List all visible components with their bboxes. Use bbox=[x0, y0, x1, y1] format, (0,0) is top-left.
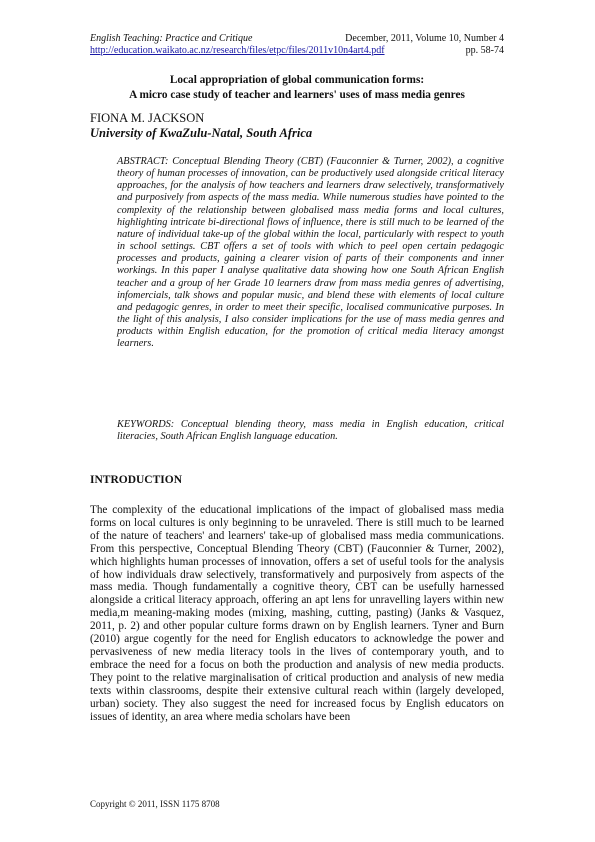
author-affiliation: University of KwaZulu-Natal, South Africa bbox=[90, 126, 313, 140]
section-heading: INTRODUCTION bbox=[90, 474, 183, 486]
title-line-2: A micro case study of teacher and learners' uses of mass media genres bbox=[129, 89, 465, 101]
journal-name: English Teaching: Practice and Critique bbox=[90, 33, 253, 44]
body-paragraph: The complexity of the educational implications of the impact of globalised mass media forms on local cultures is only beginning to be unraveled. There is still much to be learned of the nature of teachers' and learners' take-up of globalised mass media communications. From this perspective, Conceptual Blending Theory (CBT) (Fauconnier & Turner, 2002), which highlights human processes of innovation, offers a set of useful tools for the analysis of how individuals draw selectively, transformatively and purposively from aspects of the mass media. Though fundamentally a cognitive theory, CBT can be usefully harnessed alongside a critical literacy approach, offering an apt lens for unravelling layers within new media,m meaning-making modes (mixing, mashing, cutting, pasting) (Janks & Vasquez, 2011, p. 2) and other popular culture forms drawn on by English learners. Tyner and Burn (2010) argue cogently for the need for English educators to acknowledge the power and pervasiveness of new media literacy tools in the lives of contemporary youth, and to embrace the need for a focus on both the production and analysis of new media products. They point to the relative marginalisation of critical production and analysis of new media texts within classrooms, despite their extensive cultural reach within (largely developed, urban) society. They also suggest the need for increased focus by English educators on issues of identity, an area where media scholars have been bbox=[90, 504, 504, 723]
copyright-footer: Copyright © 2011, ISSN 1175 8708 bbox=[90, 799, 220, 809]
author-name: FIONA M. JACKSON bbox=[90, 111, 205, 125]
issue-info: December, 2011, Volume 10, Number 4 bbox=[345, 33, 504, 44]
article-url-link[interactable]: http://education.waikato.ac.nz/research/files/etpc/files/2011v10n4art4.pdf bbox=[90, 45, 385, 56]
title-line-1: Local appropriation of global communication forms: bbox=[169, 74, 425, 86]
page-range: pp. 58-74 bbox=[465, 45, 504, 56]
paper-title bbox=[90, 73, 504, 103]
keywords: KEYWORDS: Conceptual blending theory, mass media in English education, critical literacies, South African English language education. bbox=[117, 419, 504, 443]
abstract: ABSTRACT: Conceptual Blending Theory (CBT) (Fauconnier & Turner, 2002), a cognitive theory of human processes of innovation, can be productively used alongside critical literacy approaches, for the analysis of how teachers and learners draw selectively, transformatively and purposively from aspects of the mass media. While numerous studies have pointed to the complexity of the relationship between globalised mass media forms and local cultures, highlighting intricate bi-directional flows of influence, there is still much to be learned of the nature of individual take-up of the global within the local, particularly with respect to youth in school settings. CBT offers a set of tools with which to peel open certain pedagogic processes and products, gaining a clearer vision of parts of their components and inner workings. In this paper I analyse qualitative data showing how one South African English teacher and a group of her Grade 10 learners draw from mass media genres of advertising, infomercials, talk shows and popular music, and blend these with elements of local culture and pedagogic genres, in order to meet their specific, localised communicative purposes. In the light of this analysis, I also consider implications for the use of mass media genres and products within English education, for the promotion of critical media literacy amongst learners. bbox=[117, 156, 504, 350]
